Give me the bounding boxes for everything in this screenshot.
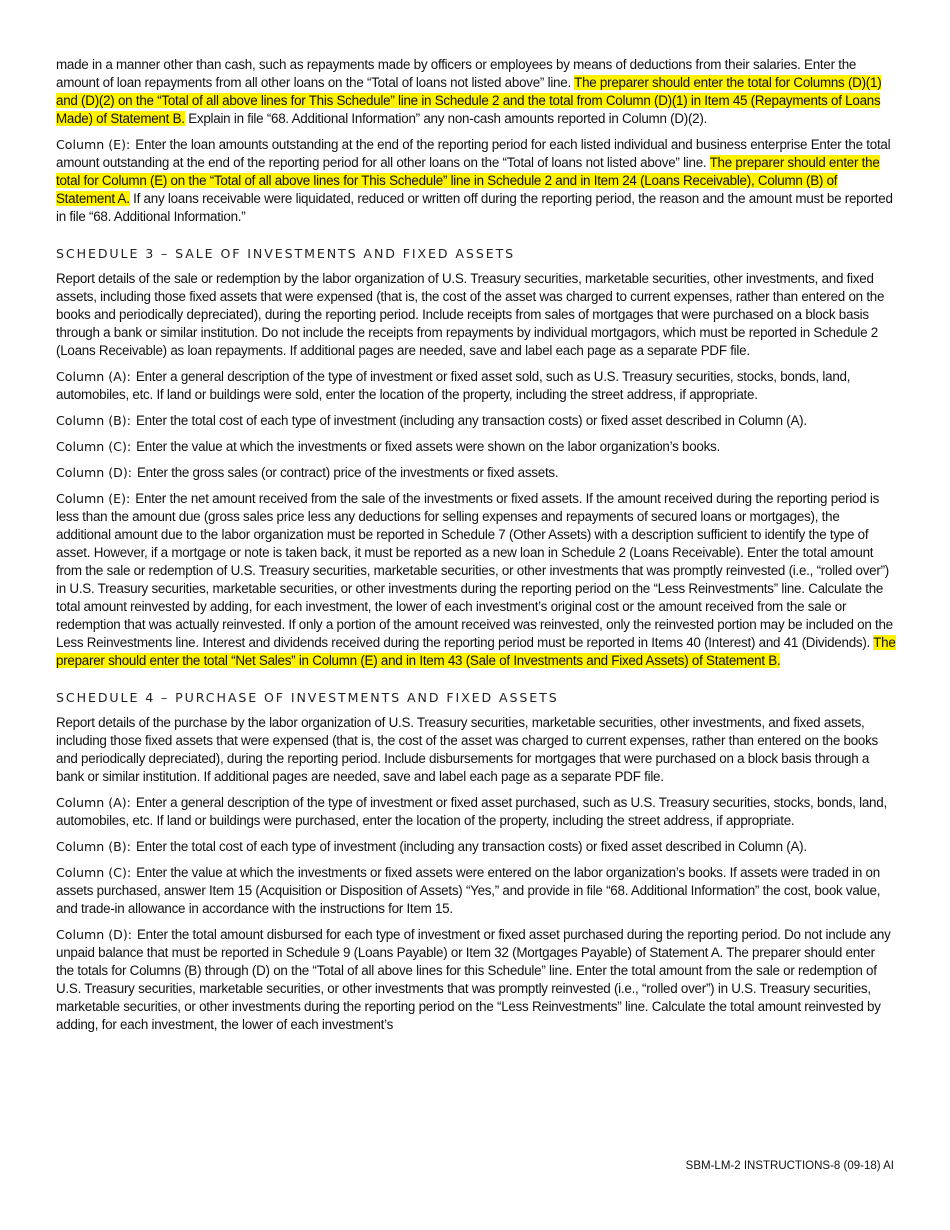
text-run: made in a manner other than cash, such as repayments made by officers or employees by means of deductions from their salaries. Enter the amount of loan repayments from all other loans on the “Total of loans not listed above” line. [56, 57, 857, 90]
column-label: Column (A): [56, 369, 131, 384]
column-label: Column (C): [56, 865, 132, 880]
text-run: Enter the total cost of each type of investment (including any transaction costs) or fixed asset described in Column (A). [135, 839, 807, 854]
text-run: Enter the loan amounts outstanding at the end of the reporting period for each listed individual and business enterprise Enter the total amount outstanding at the end of the reporting period for all other loans on the “Total of loans not listed above” line. [56, 137, 891, 170]
schedule-3-heading: SCHEDULE 3 – SALE OF INVESTMENTS AND FIXED ASSETS [56, 246, 516, 261]
text-run: Enter a general description of the type of investment or fixed asset purchased, such as U.S. Treasury securities, stocks, bonds, land, automobiles, etc. If land or buildings were purchased, enter the location of the property, including the street address, if appropriate. [56, 795, 887, 828]
text-run: Enter the value at which the investments or fixed assets were shown on the labor organization’s books. [136, 439, 720, 454]
schedule-3-intro: Report details of the sale or redemption by the labor organization of U.S. Treasury securities, marketable securities, other investments, and fixed assets, including those fixed assets that were expensed (that is, the cost of the asset was charged to current expenses, rather than entered on the books and periodically depreciated), during the reporting period. Include receipts from sales of mortgages that were purchased on a block basis through a bank or similar institution. Do not include the receipts from repayments by individual mortgagors, which must be reported in Schedule 2 (Loans Receivable) as loan repayments. If additional pages are needed, save and label each page as a separate PDF file. [56, 271, 885, 358]
column-label: Column (B): [56, 839, 131, 854]
column-label: Column (E): [56, 137, 131, 152]
schedule-4-column-d [56, 926, 896, 1034]
text-run: Enter the total cost of each type of investment (including any transaction costs) or fixed asset described in Column (A). [135, 413, 807, 428]
highlighted-text: The preparer should enter the total for Columns (D)(1) and (D)(2) on the “Total of all above lines for This Schedule” line in Schedule 2 and the total from Column (D)(1) in Item 45 (Repayments of Loans Made) of Statement B. [56, 75, 882, 126]
schedule-4-column-c [56, 864, 896, 918]
column-label: Column (E): [56, 491, 131, 506]
text-run: If any loans receivable were liquidated, reduced or written off during the reporting period, the reason and the amount must be reported in file “68. Additional Information.” [56, 191, 893, 224]
highlighted-text: The preparer should enter the total “Net Sales” in Column (E) and in Item 43 (Sale of Investments and Fixed Assets) of Statement B. [56, 635, 896, 668]
page-footer: SBM-LM-2 INSTRUCTIONS-8 (09-18) AI [685, 1160, 894, 1172]
schedule-4-column-a [56, 794, 896, 830]
schedule-3-column-e [56, 490, 896, 670]
intro-column-e-paragraph [56, 136, 896, 226]
column-label: Column (C): [56, 439, 132, 454]
schedule-3-column-c [56, 438, 896, 456]
intro-paragraph-1 [56, 56, 896, 128]
schedule-4-heading: SCHEDULE 4 – PURCHASE OF INVESTMENTS AND FIXED ASSETS [56, 690, 559, 705]
highlighted-text: The preparer should enter the total for Column (E) on the “Total of all above lines for This Schedule” line in Schedule 2 and in Item 24 (Loans Receivable), Column (B) of Statement A. [56, 155, 880, 206]
schedule-4-column-b [56, 838, 896, 856]
page-content [56, 56, 896, 1042]
column-label: Column (D): [56, 465, 132, 480]
text-run: Enter the net amount received from the sale of the investments or fixed assets. If the amount received during the reporting period is less than the amount due (gross sales price less any deductions for selling expenses and repayments of secured loans or mortgages), the additional amount due to the labor organization must be reported in Schedule 7 (Other Assets) with a description sufficient to identify the type of asset. However, if a mortgage or note is taken back, it must be reported as a new loan in Schedule 2 (Loans Receivable). Enter the total amount from the sale or redemption of U.S. Treasury securities, marketable securities, or other investments that was promptly reinvested (i.e., “rolled over”) in U.S. Treasury securities, marketable securities, or other investments during the reporting period on the “Less Reinvestments” line. Calculate the total amount reinvested by adding, for each investment, the lower of each investment’s original cost or the amount received from the sale or redemption that was actually reinvested. If only a portion of the amount received was reinvested, only the reinvested portion may be included on the Less Reinvestments line. Interest and dividends received during the reporting period must be reported in Items 40 (Interest) and 41 (Dividends). [56, 491, 893, 650]
column-label: Column (A): [56, 795, 131, 810]
text-run: Enter a general description of the type of investment or fixed asset sold, such as U.S. Treasury securities, stocks, bonds, land, automobiles, etc. If land or buildings were sold, enter the location of the property, including the street address, if appropriate. [56, 369, 851, 402]
text-run: Enter the value at which the investments or fixed assets were entered on the labor organization’s books. If assets were traded in on assets purchased, answer Item 15 (Acquisition or Disposition of Assets) “Yes,” and provide in file “68. Additional Information” the cost, book value, and trade-in allowance in accordance with the instructions for Item 15. [56, 865, 881, 916]
column-label: Column (B): [56, 413, 131, 428]
text-run: Enter the total amount disbursed for each type of investment or fixed asset purchased during the reporting period. Do not include any unpaid balance that must be reported in Schedule 9 (Loans Payable) or Item 32 (Mortgages Payable) of Statement A. The preparer should enter the totals for Columns (B) through (D) on the “Total of all above lines for this Schedule” line. Enter the total amount from the sale or redemption of U.S. Treasury securities, marketable securities, or other investments that was promptly reinvested (i.e., “rolled over”) in U.S. Treasury securities, marketable securities, or other investments during the reporting period on the “Less Reinvestments” line. Calculate the total amount reinvested by adding, for each investment, the lower of each investment’s [56, 927, 891, 1032]
column-label: Column (D): [56, 927, 132, 942]
schedule-4-intro: Report details of the purchase by the labor organization of U.S. Treasury securities, marketable securities, other investments, and fixed assets, including those fixed assets that were expensed (that is, the cost of the asset was charged to current expenses, rather than entered on the books and periodically depreciated), during the reporting period. Include disbursements for mortgages that were purchased on a block basis through a bank or similar institution. If additional pages are needed, save and label each page as a separate PDF file. [56, 715, 879, 784]
text-run: Enter the gross sales (or contract) price of the investments or fixed assets. [137, 465, 559, 480]
schedule-3-column-d [56, 464, 896, 482]
text-run: Explain in file “68. Additional Information” any non-cash amounts reported in Column (D)(2). [184, 111, 708, 126]
schedule-3-column-a [56, 368, 896, 404]
schedule-3-column-b [56, 412, 896, 430]
